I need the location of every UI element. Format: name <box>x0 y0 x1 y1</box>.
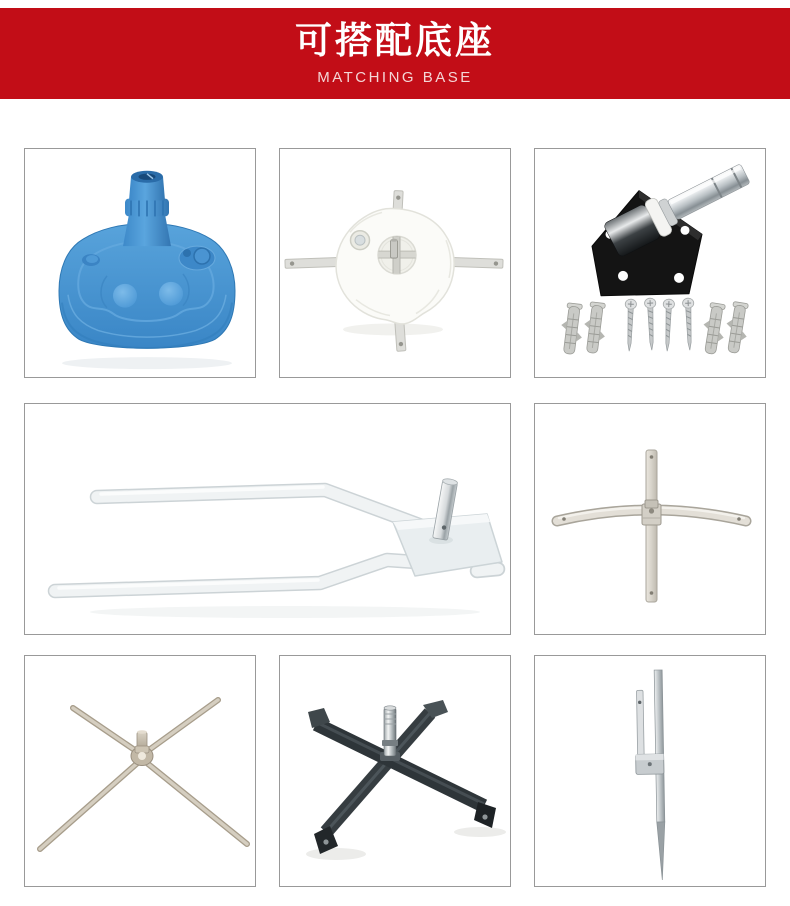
product-cell-white-water-bag-cross-base <box>279 148 511 378</box>
product-cell-ground-spike-base <box>534 655 766 887</box>
wall-anchor-group-right <box>699 301 752 355</box>
ground-spike-base-image <box>535 656 765 886</box>
section-banner <box>0 8 790 99</box>
banner-title: 可搭配底座 <box>295 20 495 62</box>
white-fork-tube-base-image <box>25 404 510 634</box>
product-cell-black-iron-cross-base <box>279 655 511 887</box>
banner-subtitle: MATCHING BASE <box>317 68 473 86</box>
white-water-bag-cross-base-image <box>280 149 510 377</box>
stainless-x-cross-base-image <box>25 656 255 886</box>
grid-row-2 <box>24 403 766 635</box>
screw-group <box>624 298 696 351</box>
product-grid <box>0 148 790 887</box>
product-cell-curved-cross-base <box>534 403 766 635</box>
product-cell-white-fork-tube-base <box>24 403 511 635</box>
grid-row-1 <box>24 148 766 378</box>
black-iron-cross-base-image <box>280 656 510 886</box>
curved-cross-base-image <box>535 404 765 634</box>
wall-anchor-group <box>558 301 609 355</box>
wall-mount-bracket-image <box>535 149 765 377</box>
blue-water-injection-base-image <box>25 149 255 377</box>
product-cell-stainless-x-cross-base <box>24 655 256 887</box>
product-cell-blue-water-injection-base <box>24 148 256 378</box>
product-cell-wall-mount-bracket <box>534 148 766 378</box>
grid-row-3 <box>24 655 766 887</box>
